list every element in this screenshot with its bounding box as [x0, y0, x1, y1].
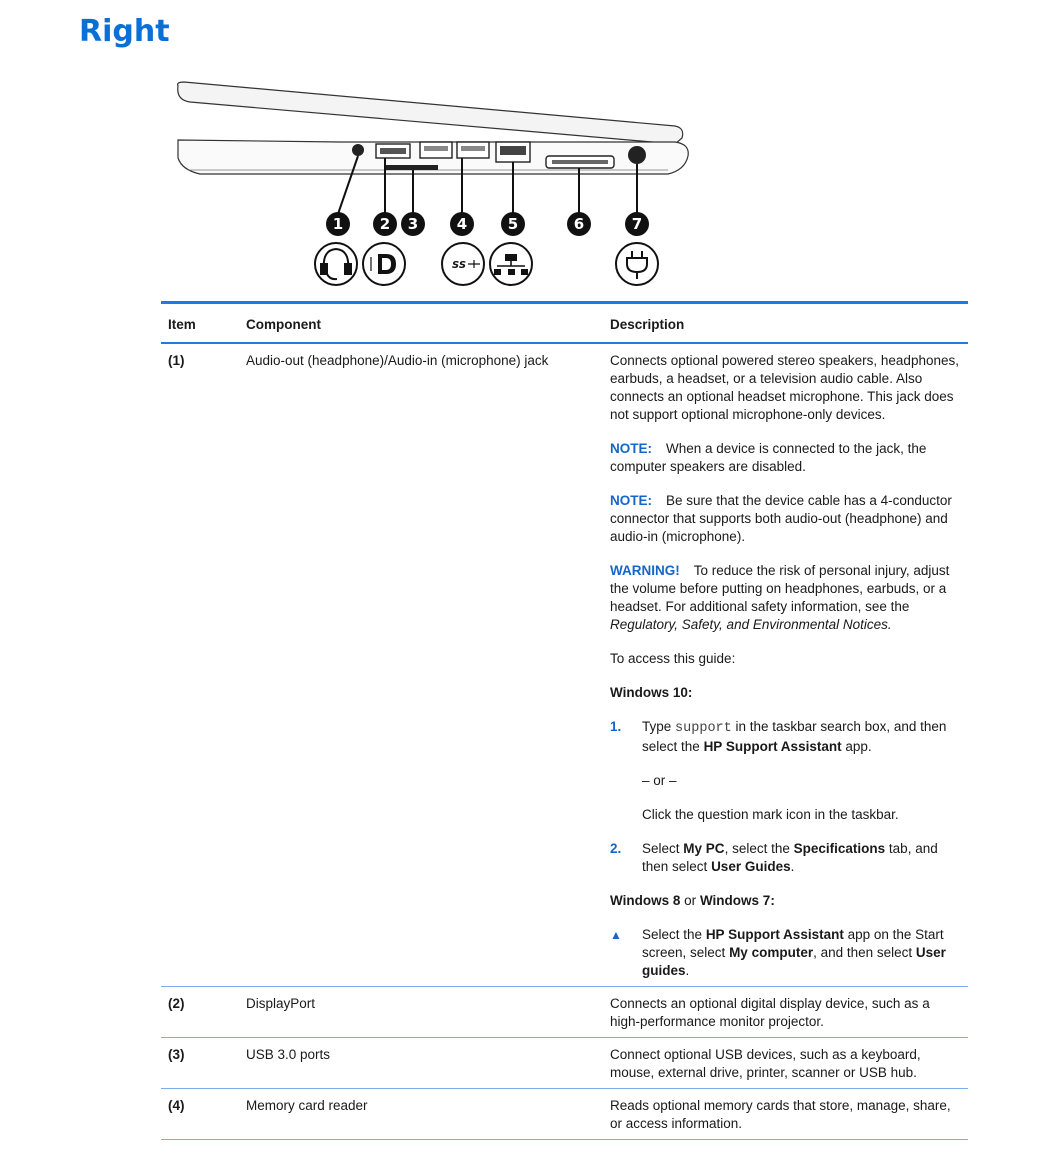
search-term: support	[675, 721, 732, 736]
warning-label: WARNING!	[610, 563, 680, 578]
header-item: Item	[161, 303, 239, 344]
note-1: NOTE: When a device is connected to the jack, the computer speakers are disabled.	[610, 441, 927, 474]
table-row	[161, 343, 968, 987]
svg-text:1: 1	[332, 215, 344, 233]
header-component: Component	[239, 303, 603, 344]
access-intro: To access this guide:	[610, 651, 736, 666]
windows-10-heading: Windows 10:	[610, 685, 693, 700]
warning: WARNING! To reduce the risk of personal injury, adjust the volume before putting on headphones, earbuds, or a headset. For additional safety information, see the Regulatory, Safety, and Environmental Notices.	[610, 563, 950, 632]
item-number: (3)	[161, 1038, 239, 1089]
headset-icon	[315, 243, 357, 285]
component-name: Memory card reader	[239, 1089, 603, 1140]
note-2: NOTE: Be sure that the device cable has a 4-conductor connector that supports both audio-out (headphone) and audio-in (microphone).	[610, 493, 952, 544]
component-name: DisplayPort	[239, 987, 603, 1038]
network-icon	[490, 243, 532, 285]
component-name: USB 3.0 ports	[239, 1038, 603, 1089]
power-plug-icon	[616, 243, 658, 285]
or-separator: – or –	[642, 773, 677, 788]
svg-text:4: 4	[456, 215, 468, 233]
item-number: (1)	[161, 343, 239, 987]
item-number: (2)	[161, 987, 239, 1038]
step-triangle: ▲ Select the HP Support Assistant app on the Start screen, select My computer, and then select User guides.	[610, 927, 946, 978]
svg-text:7: 7	[631, 215, 643, 233]
component-description: Connects an optional digital display device, such as a high-performance monitor projector.	[603, 987, 968, 1038]
laptop-right-side-illustration	[170, 78, 700, 293]
svg-text:SS: SS	[452, 260, 467, 271]
components-table	[161, 301, 968, 1140]
header-description: Description	[603, 303, 968, 344]
table-row	[161, 1089, 968, 1140]
guide-title: Regulatory, Safety, and Environmental Notices.	[610, 617, 892, 632]
step-2: 2. Select My PC, select the Specifications tab, and then select User Guides.	[610, 841, 938, 874]
component-name: Audio-out (headphone)/Audio-in (microphone) jack	[239, 343, 603, 987]
component-description: Reads optional memory cards that store, manage, share, or access information.	[603, 1089, 968, 1140]
usb-ss-icon	[442, 243, 484, 285]
note-label: NOTE:	[610, 493, 652, 508]
table-row	[161, 987, 968, 1038]
note-label: NOTE:	[610, 441, 652, 456]
step-number: 2.	[610, 841, 622, 856]
table-row	[161, 1038, 968, 1089]
displayport-icon	[363, 243, 405, 285]
description-text: Connects optional powered stereo speakers, headphones, earbuds, a headset, or a television audio cable. Also connects an optional headset microphone. This jack does not support optional microphone-only devices.	[610, 353, 959, 422]
step-number: 1.	[610, 719, 622, 734]
svg-text:6: 6	[573, 215, 585, 233]
component-description	[603, 343, 968, 987]
windows-8-7-heading: Windows 8 or Windows 7:	[610, 893, 775, 908]
triangle-bullet-icon: ▲	[610, 928, 622, 942]
svg-text:2: 2	[379, 215, 391, 233]
component-description: Connect optional USB devices, such as a keyboard, mouse, external drive, printer, scanner or USB hub.	[603, 1038, 968, 1089]
card-reader-slot	[384, 165, 438, 170]
alternative-step: Click the question mark icon in the taskbar.	[642, 807, 899, 822]
section-heading: Right	[79, 14, 170, 49]
table-header-row	[161, 303, 968, 344]
power-connector-port	[628, 146, 646, 164]
step-1: 1. Type support in the taskbar search box, and then select the HP Support Assistant app. – or – Click the question mark icon in the taskbar.	[610, 718, 961, 824]
svg-text:3: 3	[407, 215, 419, 233]
audio-jack-port	[352, 144, 364, 156]
svg-text:5: 5	[507, 215, 519, 233]
item-number: (4)	[161, 1089, 239, 1140]
